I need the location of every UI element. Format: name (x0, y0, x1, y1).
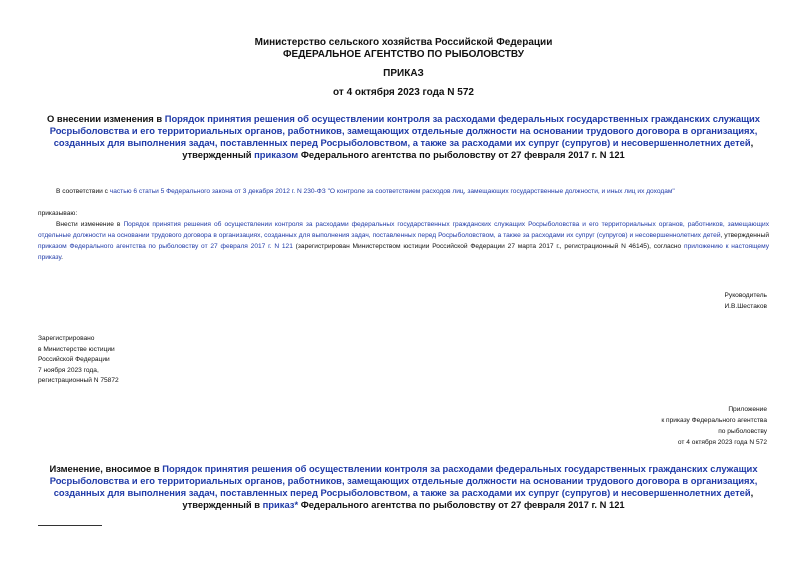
body-prefix: Внести изменение в (56, 221, 124, 228)
this-order-link[interactable]: к настоящему приказу (38, 243, 769, 261)
order-word: приказываю: (38, 210, 78, 217)
agency-name: ФЕДЕРАЛЬНОЕ АГЕНТСТВО ПО РЫБОЛОВСТВУ (283, 49, 524, 60)
registration-line: в Министерстве юстиции (38, 345, 115, 353)
registration-line: регистрационный N 75872 (38, 377, 119, 384)
preamble-prefix: В соответствии с (56, 188, 110, 195)
appendix-link[interactable]: приложению (684, 243, 723, 250)
body-mid: , утвержденный (720, 232, 770, 239)
federal-law-link[interactable]: частью 6 статьи 5 Федерального закона от 3 декабря 2012 г. N 230-ФЗ "О контроле за соответствием расходов лиц, замещающих государственные должности, и иных лиц их доходам" (109, 188, 675, 195)
document-type: ПРИКАЗ (383, 68, 424, 79)
title-prefix: О внесении изменения в (46, 113, 165, 124)
ministry-name: Министерство сельского хозяйства Российской Федерации (254, 37, 553, 48)
order-title (38, 113, 769, 161)
order-link[interactable]: приказом (254, 149, 299, 160)
appendix-line: Приложение (728, 406, 767, 413)
registration-block (38, 334, 238, 387)
body-order-link[interactable]: приказом Федерального агентства по рыболовству от 27 февраля 2017 г. N 121 (38, 243, 293, 250)
appendix-line: от 4 октября 2023 года N 572 (677, 439, 767, 446)
footnote-mark[interactable]: * (294, 499, 299, 510)
appendix-block (517, 404, 767, 448)
registration-line: Зарегистрировано (38, 335, 95, 342)
appendix-title-mid: , утвержденный в (182, 487, 754, 510)
appendix-line: к приказу Федерального агентства (661, 417, 767, 424)
body-suffix: . (61, 254, 63, 261)
appendix-order-link[interactable]: приказ (262, 499, 295, 510)
appendix-title (38, 463, 769, 511)
title-suffix: Федерального агентства по рыболовству от 27 февраля 2017 г. N 121 (298, 149, 625, 160)
registration-line: 7 ноября 2023 года, (38, 366, 99, 374)
body-mid2: (зарегистрирован Министерством юстиции Российской Федерации 27 марта 2017 г., регистрационный N 46145), согласно (292, 243, 685, 250)
document-date-number: от 4 октября 2023 года N 572 (333, 87, 474, 98)
appendix-title-suffix: Федерального агентства по рыболовству от 27 февраля 2017 г. N 121 (298, 499, 625, 510)
registration-line: Российской Федерации (38, 356, 110, 363)
body-procedure-link[interactable]: Порядок принятия решения об осуществлении контроля за расходами федеральных государственных гражданских служащих Росрыболовства и его территориальных органов, работников, замещающих отдельные должности на основании трудового договора в организациях, созданных для выполнения задач, поставленных перед Росрыболовством, а также за расходами их супруг (супругов) и несовершеннолетних детей (38, 221, 769, 239)
signature-block (517, 290, 767, 312)
appendix-procedure-link[interactable]: Порядок принятия решения об осуществлении контроля за расходами федеральных государственных гражданских служащих Росрыболовства и его территориальных органов, работников, замещающих отдельные должности на основании трудового договора в организациях, созданных для выполнения задач, поставленных перед Росрыболовством, а также за расходами их супруг (супругов) и несовершеннолетних детей (49, 463, 758, 498)
procedure-link[interactable]: Порядок принятия решения об осуществлении контроля за расходами федеральных государственных гражданских служащих Росрыболовства и его территориальных органов, работников, замещающих отдельные должности на основании трудового договора в организациях, созданных для выполнения задач, поставленных перед Росрыболовством, а также за расходами их супруг (супругов) и несовершеннолетних детей (49, 113, 760, 148)
appendix-line: по рыболовству (718, 428, 767, 435)
signatory-name: И.В.Шестаков (724, 303, 767, 310)
appendix-title-prefix: Изменение, вносимое в (49, 463, 163, 474)
title-mid: , утвержденный (182, 137, 754, 160)
footnote-separator (38, 525, 102, 526)
signatory-role: Руководитель (724, 292, 767, 299)
order-body (38, 219, 769, 263)
preamble (56, 186, 776, 197)
